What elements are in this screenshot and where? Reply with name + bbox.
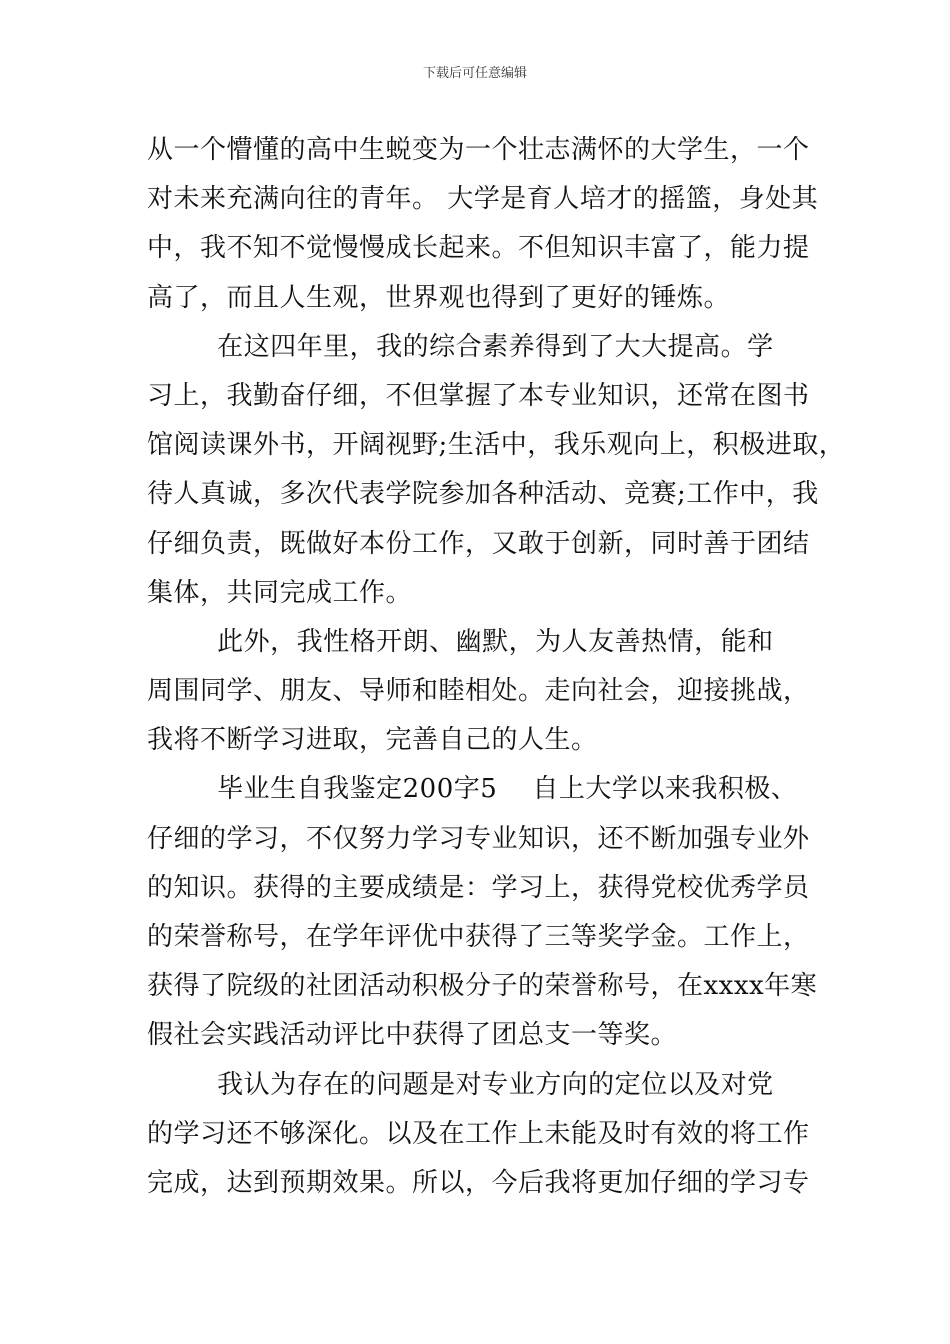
text-line: 对未来充满向往的青年。 大学是育人培才的摇篮，身处其	[147, 184, 819, 215]
text-line: 集体，共同完成工作。	[147, 577, 413, 608]
page-header-note: 下载后可任意编辑	[422, 66, 527, 81]
text-line: 周围同学、朋友、导师和睦相处。走向社会，迎接挑战，	[147, 676, 810, 707]
text-line: 待人真诚，多次代表学院参加各种活动、竞赛;工作中，我	[147, 479, 819, 510]
text-line: 高了，而且人生观，世界观也得到了更好的锤炼。	[147, 282, 731, 313]
text-line: 我将不断学习进取，完善自己的人生。	[147, 725, 598, 756]
text-line: 的学习还不够深化。以及在工作上未能及时有效的将工作	[147, 1118, 810, 1149]
text-line: 获得了院级的社团活动积极分子的荣誉称号，在xxxx年寒	[147, 971, 818, 1002]
text-line: 仔细负责，既做好本份工作，又敢于创新，同时善于团结	[147, 528, 810, 559]
text-line: 此外，我性格开朗、幽默，为人友善热情，能和	[147, 626, 774, 657]
text-line: 完成，达到预期效果。所以，今后我将更加仔细的学习专	[147, 1167, 810, 1198]
text-line: 从一个懵懂的高中生蜕变为一个壮志满怀的大学生，一个	[147, 135, 810, 165]
text-line: 中，我不知不觉慢慢成长起来。不但知识丰富了，能力提	[147, 233, 810, 264]
text-line: 的荣誉称号，在学年评优中获得了三等奖学金。工作上，	[147, 922, 810, 952]
text-line: 仔细的学习，不仅努力学习专业知识，还不断加强专业外	[147, 823, 810, 854]
text-line: 我认为存在的问题是对专业方向的定位以及对党	[147, 1069, 774, 1100]
text-line: 馆阅读课外书，开阔视野;生活中，我乐观向上，积极进取，	[147, 430, 846, 461]
text-line: 在这四年里，我的综合素养得到了大大提高。学	[147, 331, 774, 362]
text-line: 假社会实践活动评比中获得了团总支一等奖。	[147, 1020, 678, 1051]
body-text	[147, 126, 846, 1208]
text-line: 毕业生自我鉴定200字5 自上大学以来我积极、	[147, 774, 798, 805]
text-line: 的知识。获得的主要成绩是：学习上，获得党校优秀学员	[147, 872, 810, 903]
text-line: 习上，我勤奋仔细，不但掌握了本专业知识，还常在图书	[147, 380, 810, 411]
